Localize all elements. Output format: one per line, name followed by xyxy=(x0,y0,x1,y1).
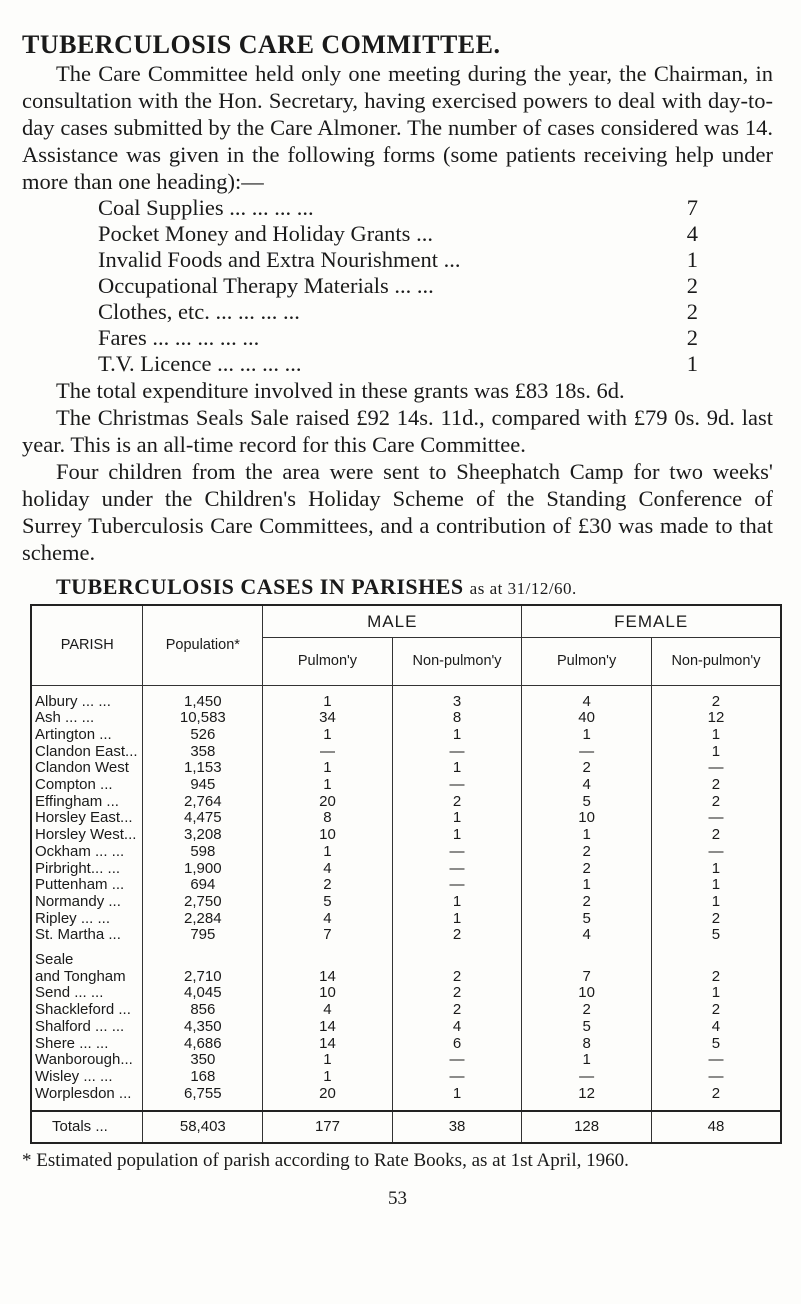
totals-f-np: 48 xyxy=(651,1111,781,1143)
cell-parish: Shalford ... ... xyxy=(31,1019,143,1036)
cell-population: 168 xyxy=(143,1069,263,1086)
cell-f-np: 2 xyxy=(651,911,781,928)
cell-f-np: 1 xyxy=(651,727,781,744)
cell-m-np xyxy=(392,952,522,969)
cell-m-np: 1 xyxy=(392,911,522,928)
cell-m-p: 1 xyxy=(263,777,393,794)
cell-m-np: — xyxy=(392,744,522,761)
table-row xyxy=(31,1086,781,1103)
cell-population: 526 xyxy=(143,727,263,744)
cell-m-np: — xyxy=(392,861,522,878)
cell-population xyxy=(143,952,263,969)
cell-population: 2,764 xyxy=(143,794,263,811)
cell-population: 4,686 xyxy=(143,1036,263,1053)
table-row xyxy=(31,777,781,794)
header-male-pulmonary: Pulmon'y xyxy=(263,637,393,685)
cell-f-p: 40 xyxy=(522,710,652,727)
cell-f-p: 7 xyxy=(522,969,652,986)
cell-population: 10,583 xyxy=(143,710,263,727)
cell-m-np: 3 xyxy=(392,694,522,711)
table-row xyxy=(31,694,781,711)
table-row xyxy=(31,1069,781,1086)
header-female-pulmonary: Pulmon'y xyxy=(522,637,652,685)
cell-f-np: 2 xyxy=(651,694,781,711)
cell-m-np: 2 xyxy=(392,969,522,986)
cell-m-np: 2 xyxy=(392,985,522,1002)
cell-parish: Ash ... ... xyxy=(31,710,143,727)
cell-m-p: 1 xyxy=(263,694,393,711)
table-row xyxy=(31,969,781,986)
table-row xyxy=(31,727,781,744)
cell-m-np: 2 xyxy=(392,794,522,811)
cell-parish: and Tongham xyxy=(31,969,143,986)
cell-f-p: 2 xyxy=(522,844,652,861)
cell-f-np: — xyxy=(651,760,781,777)
table-title xyxy=(56,574,773,600)
cell-f-np: 12 xyxy=(651,710,781,727)
cell-m-np: 2 xyxy=(392,1002,522,1019)
grant-count: 2 xyxy=(686,325,698,350)
totals-row xyxy=(31,1111,781,1143)
table-row xyxy=(31,710,781,727)
table-row xyxy=(31,827,781,844)
cell-m-p: 20 xyxy=(263,794,393,811)
grant-label: Coal Supplies ... ... ... ... xyxy=(98,195,314,220)
table-row xyxy=(31,810,781,827)
grant-count: 2 xyxy=(686,299,698,324)
cell-f-p: 2 xyxy=(522,760,652,777)
cell-f-np: 1 xyxy=(651,861,781,878)
grant-count: 1 xyxy=(686,247,698,272)
table-row xyxy=(31,844,781,861)
cell-parish: Artington ... xyxy=(31,727,143,744)
cell-f-p: 2 xyxy=(522,861,652,878)
tuberculosis-cases-table xyxy=(30,604,782,1144)
cell-population: 2,710 xyxy=(143,969,263,986)
cell-parish: Clandon West xyxy=(31,760,143,777)
cell-parish: Wisley ... ... xyxy=(31,1069,143,1086)
cell-f-np: 2 xyxy=(651,827,781,844)
header-female-nonpulmonary: Non-pulmon'y xyxy=(651,637,781,685)
camp-paragraph: Four children from the area were sent to Sheephatch Camp for two weeks' holiday under the Children's Holiday Scheme of the Standing Conference of Surrey Tuberculosis Care Committees, and a contribution of £30 was made to that scheme. xyxy=(22,459,773,565)
table-row xyxy=(31,894,781,911)
cell-parish: Normandy ... xyxy=(31,894,143,911)
cell-m-np: 6 xyxy=(392,1036,522,1053)
header-male: MALE xyxy=(263,605,522,637)
grant-label: Fares ... ... ... ... ... xyxy=(98,325,260,350)
cell-parish: Effingham ... xyxy=(31,794,143,811)
table-row xyxy=(31,911,781,928)
cell-population: 4,045 xyxy=(143,985,263,1002)
table-row xyxy=(31,952,781,969)
cell-population: 350 xyxy=(143,1052,263,1069)
cell-f-np: — xyxy=(651,844,781,861)
cell-f-np: 5 xyxy=(651,927,781,944)
cell-population: 795 xyxy=(143,927,263,944)
cell-parish: Shackleford ... xyxy=(31,1002,143,1019)
table-row xyxy=(31,760,781,777)
cell-m-np: — xyxy=(392,777,522,794)
header-population: Population* xyxy=(143,605,263,685)
cell-f-np: 1 xyxy=(651,877,781,894)
totals-label: Totals ... xyxy=(31,1111,143,1143)
cell-parish: Seale xyxy=(31,952,143,969)
cell-population: 1,900 xyxy=(143,861,263,878)
cell-m-np: — xyxy=(392,844,522,861)
cell-f-p: 4 xyxy=(522,694,652,711)
cell-m-np: — xyxy=(392,877,522,894)
cell-m-p: 1 xyxy=(263,727,393,744)
cell-m-np: 4 xyxy=(392,1019,522,1036)
cell-m-np: — xyxy=(392,1069,522,1086)
table-body xyxy=(31,685,781,1143)
cell-m-p: 10 xyxy=(263,985,393,1002)
cell-f-p: 1 xyxy=(522,727,652,744)
footnote: * Estimated population of parish according to Rate Books, as at 1st April, 1960. xyxy=(22,1150,629,1172)
intro-paragraph: The Care Committee held only one meeting during the year, the Chairman, in consultation with the Hon. Secretary, having exercised powers to deal with day-to-day cases submitted by the Care Almoner. The number of cases considered was 14. Assistance was given in the following forms (some patients receiving help under more than one heading):— xyxy=(22,61,773,194)
cell-f-p: 1 xyxy=(522,877,652,894)
cell-f-np: 2 xyxy=(651,1002,781,1019)
grant-row xyxy=(98,195,698,221)
cell-population: 945 xyxy=(143,777,263,794)
cell-parish: Shere ... ... xyxy=(31,1036,143,1053)
cell-m-np: 1 xyxy=(392,810,522,827)
cell-parish: Horsley West... xyxy=(31,827,143,844)
cell-f-np: — xyxy=(651,810,781,827)
grant-label: Invalid Foods and Extra Nourishment ... xyxy=(98,247,461,272)
cell-parish: Pirbright... ... xyxy=(31,861,143,878)
grant-row xyxy=(98,299,698,325)
cell-m-np: 1 xyxy=(392,727,522,744)
cell-m-p: 1 xyxy=(263,1069,393,1086)
cell-f-np: 2 xyxy=(651,794,781,811)
grant-row xyxy=(98,221,698,247)
cell-parish: Wanborough... xyxy=(31,1052,143,1069)
seals-paragraph: The Christmas Seals Sale raised £92 14s. 11d., compared with £79 0s. 9d. last year. This is an all-time record for this Care Committee. xyxy=(22,405,773,457)
cell-f-p: — xyxy=(522,744,652,761)
grant-row xyxy=(98,273,698,299)
table-row xyxy=(31,861,781,878)
cell-m-np: — xyxy=(392,1052,522,1069)
cell-f-p xyxy=(522,952,652,969)
cell-population: 3,208 xyxy=(143,827,263,844)
cell-f-p: 2 xyxy=(522,894,652,911)
cell-parish: Albury ... ... xyxy=(31,694,143,711)
table-row xyxy=(31,985,781,1002)
cell-f-p: 4 xyxy=(522,927,652,944)
totals-population: 58,403 xyxy=(143,1111,263,1143)
grant-row xyxy=(98,351,698,377)
cell-f-p: — xyxy=(522,1069,652,1086)
cell-m-p: 4 xyxy=(263,911,393,928)
grant-count: 4 xyxy=(686,221,698,246)
cell-population: 6,755 xyxy=(143,1086,263,1103)
cell-parish: Puttenham ... xyxy=(31,877,143,894)
cell-m-p: 2 xyxy=(263,877,393,894)
cell-parish: Ripley ... ... xyxy=(31,911,143,928)
cell-parish: Ockham ... ... xyxy=(31,844,143,861)
cell-m-p: 7 xyxy=(263,927,393,944)
cell-f-p: 5 xyxy=(522,1019,652,1036)
cell-f-np: 1 xyxy=(651,744,781,761)
grant-label: Pocket Money and Holiday Grants ... xyxy=(98,221,433,246)
cell-population: 2,284 xyxy=(143,911,263,928)
cell-parish: Send ... ... xyxy=(31,985,143,1002)
cell-f-np xyxy=(651,952,781,969)
cell-m-p: 1 xyxy=(263,844,393,861)
cell-m-np: 1 xyxy=(392,827,522,844)
cell-f-p: 8 xyxy=(522,1036,652,1053)
totals-m-np: 38 xyxy=(392,1111,522,1143)
cell-m-p: 4 xyxy=(263,861,393,878)
cell-m-p: 14 xyxy=(263,1019,393,1036)
cell-m-p: 10 xyxy=(263,827,393,844)
table-date: as at 31/12/60. xyxy=(469,579,577,598)
cell-f-p: 10 xyxy=(522,810,652,827)
cell-population: 856 xyxy=(143,1002,263,1019)
cell-f-np: 4 xyxy=(651,1019,781,1036)
cell-population: 1,153 xyxy=(143,760,263,777)
header-female: FEMALE xyxy=(522,605,781,637)
cell-f-p: 10 xyxy=(522,985,652,1002)
header-parish: PARISH xyxy=(31,605,143,685)
cell-f-p: 12 xyxy=(522,1086,652,1103)
grant-label: Clothes, etc. ... ... ... ... xyxy=(98,299,300,324)
cell-f-np: 5 xyxy=(651,1036,781,1053)
grant-count: 2 xyxy=(686,273,698,298)
section-heading: TUBERCULOSIS CARE COMMITTEE. xyxy=(22,30,501,59)
cell-f-p: 1 xyxy=(522,1052,652,1069)
cell-population: 4,475 xyxy=(143,810,263,827)
header-male-nonpulmonary: Non-pulmon'y xyxy=(392,637,522,685)
cell-f-p: 5 xyxy=(522,911,652,928)
cell-population: 4,350 xyxy=(143,1019,263,1036)
cell-m-p: 4 xyxy=(263,1002,393,1019)
cell-m-p: 5 xyxy=(263,894,393,911)
cell-f-p: 5 xyxy=(522,794,652,811)
cell-parish: Compton ... xyxy=(31,777,143,794)
cell-m-np: 2 xyxy=(392,927,522,944)
cell-m-p: 20 xyxy=(263,1086,393,1103)
cell-m-p: 1 xyxy=(263,760,393,777)
cell-m-np: 1 xyxy=(392,760,522,777)
cell-f-np: 1 xyxy=(651,985,781,1002)
cell-f-np: 1 xyxy=(651,894,781,911)
cell-m-p: 14 xyxy=(263,969,393,986)
cell-f-p: 4 xyxy=(522,777,652,794)
expenditure-paragraph: The total expenditure involved in these grants was £83 18s. 6d. xyxy=(56,378,625,403)
table-row xyxy=(31,1019,781,1036)
grants-list xyxy=(98,195,698,377)
cell-parish: Clandon East... xyxy=(31,744,143,761)
cell-f-p: 2 xyxy=(522,1002,652,1019)
cell-m-p: 14 xyxy=(263,1036,393,1053)
cell-f-np: — xyxy=(651,1069,781,1086)
grant-label: Occupational Therapy Materials ... ... xyxy=(98,273,434,298)
cell-m-p xyxy=(263,952,393,969)
table-title-text: TUBERCULOSIS CASES IN PARISHES xyxy=(56,574,464,599)
grant-count: 7 xyxy=(686,195,698,220)
cell-parish: Worplesdon ... xyxy=(31,1086,143,1103)
cell-m-np: 1 xyxy=(392,894,522,911)
cell-f-p: 1 xyxy=(522,827,652,844)
cell-f-np: 2 xyxy=(651,969,781,986)
cell-m-p: — xyxy=(263,744,393,761)
cell-parish: Horsley East... xyxy=(31,810,143,827)
table-row xyxy=(31,1002,781,1019)
grant-row xyxy=(98,325,698,351)
cell-population: 358 xyxy=(143,744,263,761)
cell-m-p: 34 xyxy=(263,710,393,727)
table-row xyxy=(31,744,781,761)
cell-population: 598 xyxy=(143,844,263,861)
cell-m-np: 8 xyxy=(392,710,522,727)
table-row xyxy=(31,1036,781,1053)
grant-count: 1 xyxy=(686,351,698,376)
grant-label: T.V. Licence ... ... ... ... xyxy=(98,351,302,376)
totals-f-p: 128 xyxy=(522,1111,652,1143)
cell-f-np: 2 xyxy=(651,1086,781,1103)
table-row xyxy=(31,794,781,811)
cell-f-np: 2 xyxy=(651,777,781,794)
cell-m-np: 1 xyxy=(392,1086,522,1103)
cell-m-p: 8 xyxy=(263,810,393,827)
cell-population: 694 xyxy=(143,877,263,894)
cell-m-p: 1 xyxy=(263,1052,393,1069)
cell-parish: St. Martha ... xyxy=(31,927,143,944)
cell-population: 2,750 xyxy=(143,894,263,911)
table-row xyxy=(31,1052,781,1069)
cell-population: 1,450 xyxy=(143,694,263,711)
table-row xyxy=(31,877,781,894)
table-row xyxy=(31,927,781,944)
grant-row xyxy=(98,247,698,273)
totals-m-p: 177 xyxy=(263,1111,393,1143)
cell-f-np: — xyxy=(651,1052,781,1069)
page-number: 53 xyxy=(388,1188,407,1210)
